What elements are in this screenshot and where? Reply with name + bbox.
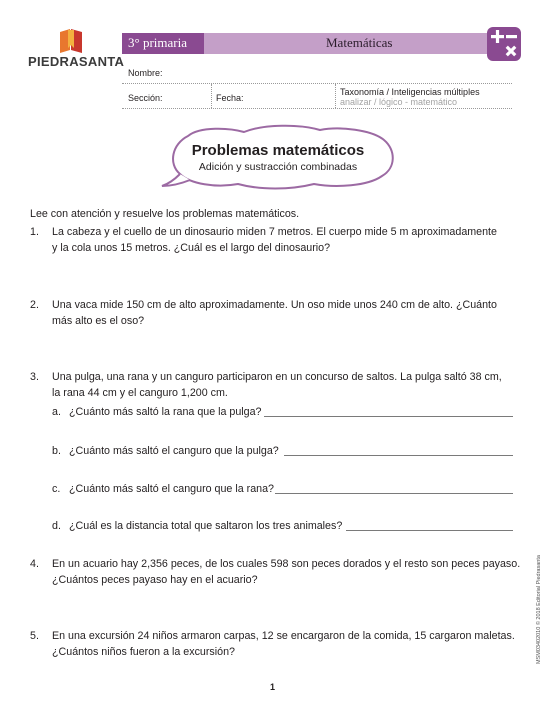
page-number: 1	[270, 682, 276, 692]
subquestion-text: ¿Cuál es la distancia total que saltaron los tres animales?	[69, 520, 343, 532]
field-divider	[335, 84, 336, 108]
problem-number: 5.	[30, 630, 39, 642]
subquestion-text: ¿Cuánto más saltó la rana que la pulga?	[69, 406, 262, 418]
problem-text: En un acuario hay 2,356 peces, de los cuales 598 son peces dorados y el resto son peces payaso.	[52, 558, 521, 570]
name-label: Nombre:	[128, 68, 163, 78]
taxonomy-title: Taxonomía / Inteligencias múltiples	[340, 87, 480, 97]
problem-text: más alto es el oso?	[52, 315, 145, 327]
section-label: Sección:	[128, 93, 163, 103]
name-field-line[interactable]	[122, 83, 512, 84]
worksheet-subtitle: Adición y sustracción combinadas	[198, 161, 358, 173]
answer-line[interactable]	[346, 530, 513, 531]
publisher-logo-text: PIEDRASANTA	[28, 54, 125, 69]
subquestion-letter: b.	[52, 445, 61, 457]
section-field-line[interactable]	[122, 108, 512, 109]
taxonomy-subtitle: analizar / lógico - matemático	[340, 97, 458, 107]
problem-number: 3.	[30, 371, 39, 383]
problem-text: ¿Cuántos niños fueron a la excursión?	[52, 646, 235, 658]
plus-minus-times-icon	[484, 24, 524, 64]
answer-line[interactable]	[284, 455, 513, 456]
date-label: Fecha:	[216, 93, 244, 103]
grade-label: 3° primaria	[128, 35, 187, 50]
subquestion-text: ¿Cuánto más saltó el canguro que la pulga?	[69, 445, 279, 457]
problem-text: la rana 44 cm y el canguro 1,200 cm.	[52, 387, 228, 399]
subquestion-letter: c.	[52, 483, 61, 495]
problem-text: Una pulga, una rana y un canguro participaron en un concurso de saltos. La pulga saltó 38 cm,	[52, 371, 502, 383]
answer-line[interactable]	[275, 493, 513, 494]
problem-number: 1.	[30, 226, 39, 238]
piedrasanta-logo-icon	[56, 28, 86, 54]
answer-line[interactable]	[264, 416, 513, 417]
problem-text: Una vaca mide 150 cm de alto aproximadamente. Un oso mide unos 240 cm de alto. ¿Cuánto	[52, 299, 497, 311]
worksheet-title: Problemas matemáticos	[191, 142, 365, 159]
field-divider	[211, 84, 212, 108]
subquestion-text: ¿Cuánto más saltó el canguro que la rana?	[69, 483, 274, 495]
subject-label: Matemáticas	[326, 35, 393, 50]
problem-text: La cabeza y el cuello de un dinosaurio miden 7 metros. El cuerpo mide 5 m aproximadamente	[52, 226, 497, 238]
problem-number: 4.	[30, 558, 39, 570]
problem-text: y la cola unos 15 metros. ¿Cuál es el largo del dinosaurio?	[52, 242, 331, 254]
problem-number: 2.	[30, 299, 39, 311]
subquestion-letter: a.	[52, 406, 61, 418]
problem-text: En una excursión 24 niños armaron carpas, 12 se encargaron de la comida, 15 cargaron maletas.	[52, 630, 515, 642]
copyright-side-note: MSM03402010 © 2018 Editorial Piedrasanta	[536, 555, 542, 664]
problem-text: ¿Cuántos peces payaso hay en el acuario?	[52, 574, 258, 586]
instructions: Lee con atención y resuelve los problemas matemáticos.	[30, 208, 300, 220]
subquestion-letter: d.	[52, 520, 61, 532]
